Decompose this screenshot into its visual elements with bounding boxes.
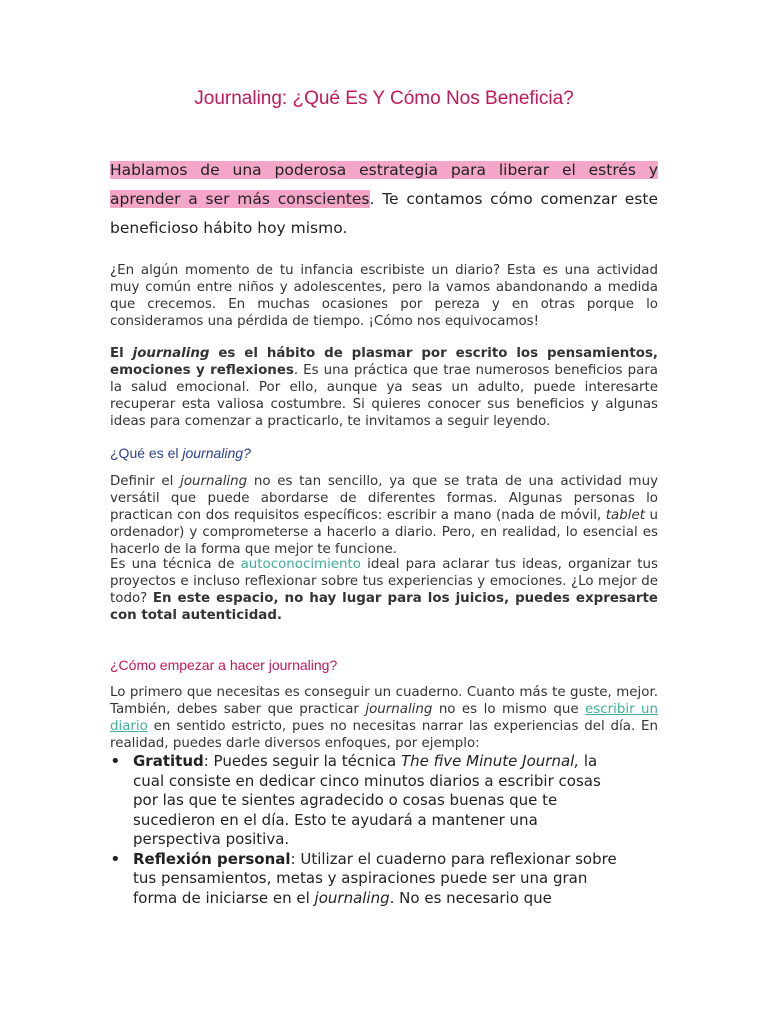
intro-paragraph: ¿En algún momento de tu infancia escribiste un diario? Esta es una actividad muy común entre niños y adolescentes, pero la vamos abandonando a medida que crecemos. En muchas ocasiones por pereza y en otras porque lo consideramos una pérdida de tiempo. ¡Cómo nos equivocamos! — [110, 263, 658, 329]
definition-rest: . Es una práctica que trae numerosos beneficios para la salud emocional. Por ello, aunque ya seas un adulto, puede interesarte recuperar esta valiosa costumbre. Si quieres conocer sus beneficios y algunas ideas para comenzar a practicarlo, te invitamos a seguir leyendo. — [110, 363, 658, 429]
italic-term: journaling — [180, 474, 248, 489]
text: : Puedes seguir la técnica — [203, 752, 401, 770]
text: Definir el — [110, 474, 181, 489]
heading-italic: journaling? — [182, 445, 251, 461]
technique-paragraph — [110, 556, 658, 624]
page-title: Journaling: ¿Qué Es Y Cómo Nos Beneficia? — [194, 88, 574, 109]
start-paragraph — [110, 684, 658, 752]
italic-term: The five Minute Journal, — [400, 752, 580, 770]
definition-paragraph — [110, 345, 658, 430]
text: en sentido estricto, pues no necesitas narrar las experiencias del día. En realidad, puedes darle diversos enfoques, por ejemplo: — [110, 719, 658, 751]
escribir-diario-link[interactable]: escribir un diario — [110, 702, 658, 734]
bold-text: es el hábito de plasmar por escrito los pensamientos, emociones y reflexiones — [110, 346, 658, 378]
highlighted-text: Hablamos de una poderosa estrategia para liberar el estrés y aprender a ser más conscientes — [110, 161, 658, 208]
list-item-label: Gratitud — [133, 752, 204, 770]
bold-text: En este espacio, no hay lugar para los juicios, puedes expresarte con total autenticidad. — [110, 591, 658, 623]
section-heading-how: ¿Cómo empezar a hacer journaling? — [110, 657, 338, 673]
text: Es una técnica de — [110, 557, 241, 572]
text: no es lo mismo que — [432, 702, 586, 717]
bold-text: El — [110, 346, 133, 361]
list-item-label: Reflexión personal — [133, 849, 291, 868]
list-item — [110, 850, 630, 909]
section-heading-what — [110, 445, 251, 461]
lead-paragraph — [110, 156, 658, 243]
text: u ordenador) y comprometerse a hacerlo a diario. Pero, en realidad, lo esencial es hacerlo de la forma que mejor te funcione. — [110, 508, 658, 557]
lead-rest: . Te contamos cómo comenzar este beneficioso hábito hoy mismo. — [110, 190, 658, 237]
text: Lo primero que necesitas es conseguir un cuaderno. Cuanto más te guste, mejor. También, debes saber que practicar — [110, 685, 658, 717]
italic-term: journaling — [314, 888, 390, 907]
heading-text: ¿Qué es el — [110, 445, 183, 461]
italic-term: tablet — [605, 508, 645, 523]
autoconocimiento-link[interactable]: autoconocimiento — [240, 557, 361, 572]
text: la cual consiste en dedicar cinco minutos diarios a escribir cosas por las que te sientes agradecido o cosas buenas que te sucedieron en el día. Esto te ayudará a mantener una perspectiva positiva. — [133, 752, 601, 848]
text: no es tan sencillo, ya que se trata de una actividad muy versátil que puede abordarse de diferentes formas. Algunas personas lo practican con dos requisitos específicos: escribir a mano (nada de móvil, — [110, 474, 658, 523]
bold-italic-term: journaling — [132, 346, 210, 361]
italic-term: journaling — [365, 702, 433, 717]
approaches-list — [110, 752, 630, 908]
text: : Utilizar el cuaderno para reflexionar sobre tus pensamientos, metas y aspiraciones puede ser una gran forma de iniciarse en el — [133, 849, 617, 907]
text: . No es necesario que — [389, 888, 552, 907]
text: ideal para aclarar tus ideas, organizar tus proyectos e incluso reflexionar sobre tus experiencias y emociones. ¿Lo mejor de todo? — [110, 557, 658, 606]
define-paragraph — [110, 473, 658, 558]
list-item — [110, 752, 630, 850]
